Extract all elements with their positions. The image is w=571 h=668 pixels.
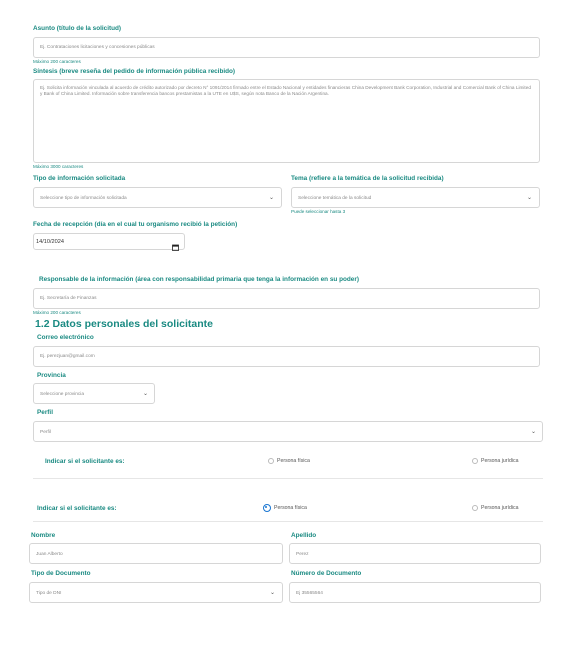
responsable-hint: Máximo 200 caracteres: [33, 310, 81, 315]
tema-select[interactable]: [291, 187, 540, 208]
tipo-doc-label: Tipo de Documento: [31, 570, 91, 577]
chevron-down-icon: ⌄: [526, 195, 532, 201]
fecha-value: 14/10/2024: [36, 239, 64, 245]
provincia-label: Provincia: [37, 372, 66, 379]
sintesis-placeholder: Ej. Solicita información vinculada al acuerdo de crédito autorizado por decreto N° 1091/2014 firmado entre el Estado Nacional y entidades financieras China Development Bank Corporation, Industrial and Comercial Bank of China Limited y Bank of China Limited. Información sobre transferencia bancos prestamistas a la UTE en U$S, según nota Banco de la Nación Argentina.: [40, 85, 531, 96]
radio-persona-juridica-label: Persona jurídica: [481, 458, 519, 464]
provincia-select[interactable]: [33, 383, 155, 404]
responsable-label: Responsable de la información (área con responsabilidad primaria que tenga la información en su poder): [39, 276, 359, 283]
sintesis-textarea[interactable]: [33, 79, 540, 163]
sintesis-hint: Máximo 3000 caracteres: [33, 164, 84, 169]
asunto-placeholder: Ej. Contrataciones licitaciones y concesiones públicas: [40, 45, 155, 50]
divider: [33, 521, 543, 522]
chevron-down-icon: ⌄: [530, 429, 536, 435]
tipo-doc-select[interactable]: [29, 582, 283, 603]
tipo-doc-placeholder: Tipo de DNI: [36, 591, 62, 596]
numero-doc-placeholder: Ej 35565564: [296, 591, 323, 596]
radio-persona-fisica-label: Persona física: [274, 505, 307, 511]
apellido-label: Apellido: [291, 532, 317, 539]
asunto-hint: Máximo 200 caracteres: [33, 59, 81, 64]
correo-input[interactable]: [33, 346, 540, 367]
correo-label: Correo electrónico: [37, 334, 94, 341]
tema-placeholder: Seleccione temática de la solicitud: [298, 196, 372, 201]
responsable-placeholder: Ej. Secretaría de Finanzas: [40, 296, 97, 301]
asunto-input[interactable]: [33, 37, 540, 58]
sintesis-label: Síntesis (breve reseña del pedido de información pública recibido): [33, 68, 236, 75]
radio-persona-fisica[interactable]: [263, 504, 271, 512]
apellido-input[interactable]: [289, 543, 541, 564]
tipo-info-select[interactable]: [33, 187, 282, 208]
tipo-info-placeholder: Seleccione tipo de información solicitada: [40, 196, 127, 201]
perfil-label: Perfil: [37, 409, 53, 416]
numero-doc-input[interactable]: [289, 582, 541, 603]
divider: [33, 478, 543, 479]
perfil-select[interactable]: [33, 421, 543, 442]
responsable-input[interactable]: [33, 288, 540, 309]
apellido-placeholder: Perez: [296, 552, 309, 557]
numero-doc-label: Número de Documento: [291, 570, 362, 577]
nombre-label: Nombre: [31, 532, 56, 539]
fecha-input[interactable]: [33, 233, 185, 250]
calendar-icon[interactable]: [172, 238, 179, 256]
tema-hint: Puede seleccionar hasta 3: [291, 209, 346, 214]
radio-persona-juridica[interactable]: [472, 505, 478, 511]
radio-persona-juridica-label: Persona jurídica: [481, 505, 519, 511]
perfil-placeholder: Perfil: [40, 430, 51, 435]
asunto-label: Asunto (título de la solicitud): [33, 25, 122, 32]
radio-persona-fisica-label: Persona física: [277, 458, 310, 464]
solicitante-label: Indicar si el solicitante es:: [37, 505, 117, 512]
chevron-down-icon: ⌄: [268, 195, 274, 201]
radio-persona-juridica[interactable]: [472, 458, 478, 464]
nombre-placeholder: Juan Alberto: [36, 552, 63, 557]
tema-label: Tema (refiere a la temática de la solicitud recibida): [291, 175, 444, 182]
correo-placeholder: Ej. perezjuan@gmail.com: [40, 354, 95, 359]
section-title: 1.2 Datos personales del solicitante: [35, 318, 213, 330]
radio-persona-fisica[interactable]: [268, 458, 274, 464]
nombre-input[interactable]: [29, 543, 283, 564]
provincia-placeholder: Seleccione provincia: [40, 392, 84, 397]
solicitante-label: Indicar si el solicitante es:: [45, 458, 125, 465]
fecha-label: Fecha de recepción (día en el cual tu organismo recibió la petición): [33, 221, 238, 228]
chevron-down-icon: ⌄: [142, 391, 148, 397]
chevron-down-icon: ⌄: [269, 590, 275, 596]
tipo-info-label: Tipo de información solicitada: [33, 175, 126, 182]
